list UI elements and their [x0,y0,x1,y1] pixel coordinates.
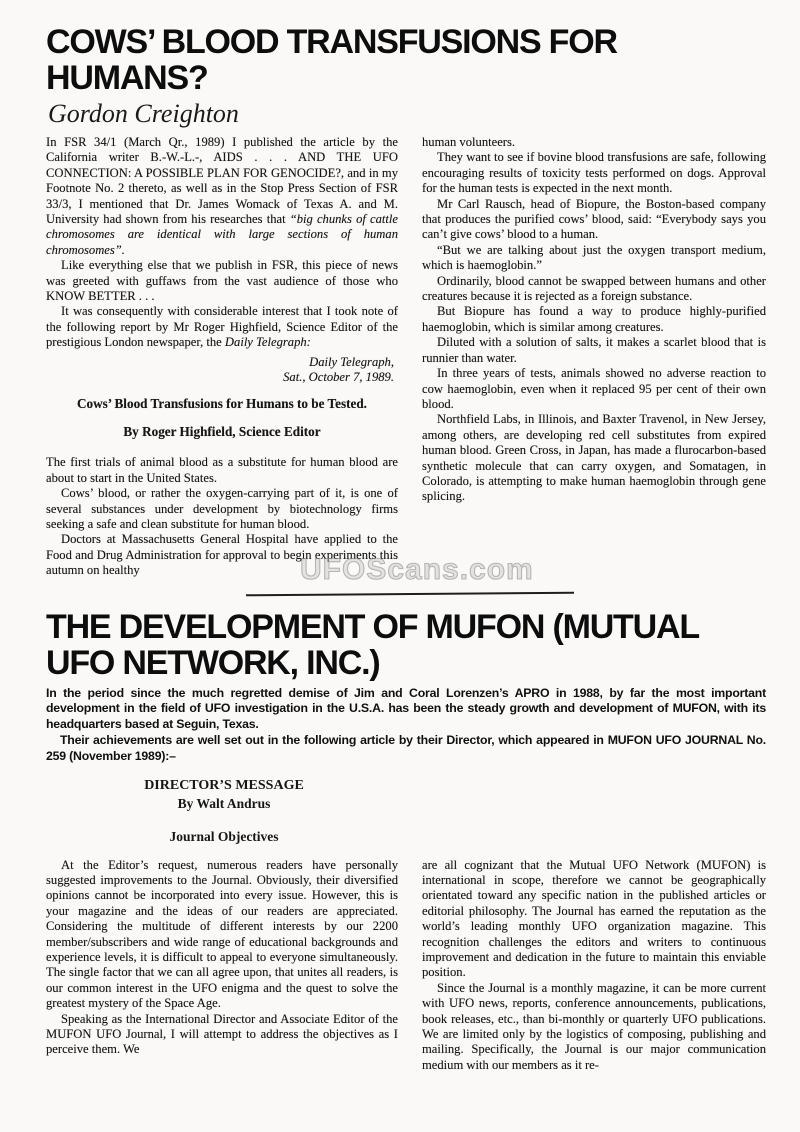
article-author: Gordon Creighton [48,99,239,128]
section-heading: Journal Objectives [169,828,279,844]
dateline-date: Sat., October 7, 1989. [283,370,394,385]
paragraph: Mr Carl Rausch, head of Biopure, the Boston-based company that produces the purified cows’ blood, said: “Everybody says you can’t give cows’ blood to a human. [422,196,766,242]
intro-paragraph: Their achievements are well set out in the following article by their Director, which appeared in MUFON UFO JOURNAL No. 259 (November 1989):– [46,732,766,763]
paragraph: human volunteers. [422,135,516,149]
paragraph: Like everything else that we publish in FSR, this piece of news was greeted with guffaws from the vast audience of those who KNOW BETTER . . . [46,258,398,304]
article-columns [46,858,766,1074]
directors-message-title: DIRECTOR’S MESSAGE [144,777,304,793]
paragraph: The first trials of animal blood as a substitute for human blood are about to start in the United States. [46,455,398,485]
paragraph-text: In FSR 34/1 (March Qr., 1989) I published the article by the California writer B.-W.-L.-, AIDS . . . AND THE UFO CONNECTION: A POSSIBLE PLAN FOR GENOCIDE?, and in my Footnote No. 2 thereto, as well as in the Stop Press Section of FSR 33/3, I mentioned that Dr. James Womack of Texas A. and M. University had shown from his researches that [46,135,398,227]
paragraph: Ordinarily, blood cannot be swapped between humans and other creatures because it is rejected as a foreign substance. [422,273,766,304]
paragraph: Diluted with a solution of salts, it makes a scarlet blood that is runnier than water. [422,335,766,365]
reprint-byline: By Roger Highfield, Science Editor [123,423,321,439]
directors-message-byline: By Walt Andrus [177,795,271,811]
article-title-line2: HUMANS? [46,59,208,97]
paragraph: They want to see if bovine blood transfusions are safe, following encouraging results of toxicity tests performed on dogs. Approval for the human tests is expected in the next month. [422,150,766,196]
editorial-intro [46,686,766,765]
paragraph [46,304,398,350]
dateline [46,355,394,386]
intro-paragraph: In the period since the much regretted demise of Jim and Coral Lorenzen’s APRO in 1988, by far the most important development in the field of UFO investigation in the U.S.A. has been the steady growth and development of MUFON, with its headquarters based at Seguin, Texas. [46,685,766,732]
paragraph: Speaking as the International Director and Associate Editor of the MUFON UFO Journal, I will attempt to address the objectives as I perceive them. We [46,1011,398,1057]
paragraph-italic-title: Daily Telegraph: [224,335,311,350]
directors-message-heading-block [46,777,402,845]
paragraph: But Biopure has found a way to produce highly-purified haemoglobin, which is similar among creatures. [422,304,766,334]
reprint-subhead: Cows’ Blood Transfusions for Humans to be Tested. [77,395,367,411]
paragraph [46,135,398,258]
paragraph: At the Editor’s request, numerous readers have personally suggested improvements to the Journal. Obviously, their diversified opinions cannot be incorporated into every issue. However, this is your magazine and the ideas of our readers are appreciated. Considering the multitude of different interests by our 2200 member/subscribers and wide range of educational backgrounds and experience levels, it is difficult to appeal to everyone simultaneously. The single factor that we can all agree upon, that unites all readers, is our common interest in the UFO enigma and the quest to solve the greatest mystery of the Space Age. [46,857,398,1011]
article-title [46,609,766,681]
paragraph-text: It was consequently with considerable interest that I took note of the following report by Mr Roger Highfield, Science Editor of the prestigious London newspaper, the [46,304,398,350]
paragraph: “But we are talking about just the oxygen transport medium, which is haemoglobin.” [422,242,766,273]
dateline-source: Daily Telegraph, [309,354,394,369]
article-title-line1: COWS’ BLOOD TRANSFUSIONS FOR [46,23,617,61]
article-columns [46,135,766,579]
paragraph: Cows’ blood, or rather the oxygen-carrying part of it, is one of several substances under development by biotechnology firms seeking a safe and clean substitute for human blood. [46,486,398,531]
article-cows-blood [46,24,766,579]
article-mufon [46,609,766,1074]
column-left [46,858,398,1074]
paragraph: Since the Journal is a monthly magazine, it can be more current with UFO news, reports, conference announcements, publications, book releases, etc., than bi-monthly or quarterly UFO publications. We are limited only by the logistics of composing, publishing and mailing. Specifically, the Journal is our major communication medium with our members as it re- [422,980,766,1072]
paragraph-italic-quote: “big chunks of cattle chromosomes are identical with large sections of human chromosomes”. [46,212,398,257]
article-title-line2: UFO NETWORK, INC.) [46,643,380,682]
column-right [422,135,766,579]
column-right [422,858,766,1074]
watermark-text: UFOScans.com [300,553,534,586]
paragraph: In three years of tests, animals showed no adverse reaction to cow haemoglobin, even when it replaced 95 per cent of their own blood. [422,366,766,411]
article-divider-rule [246,591,574,596]
paragraph: Doctors at Massachusetts General Hospital have applied to the Food and Drug Administration for approval to begin experiments this autumn on healthy [46,532,398,578]
column-left [46,135,398,579]
paragraph: Northfield Labs, in Illinois, and Baxter Travenol, in New Jersey, among others, are developing red cell substitutes from expired human blood. Green Cross, in Japan, has made a flurocarbon-based synthetic molecule that can carry oxygen, and Somatagen, in Colorado, is attempting to make human haemoglobin through gene splicing. [422,412,766,504]
article-title-line1: THE DEVELOPMENT OF MUFON (MUTUAL [46,607,699,646]
article-title [46,24,766,96]
paragraph: are all cognizant that the Mutual UFO Network (MUFON) is international in scope, therefore we cannot be geographically orientated toward any specific nation in the published articles or editorial philosophy. The Journal has earned the reputation as the world’s leading monthly UFO organization magazine. This recognition challenges the editors and writers to continuous improvement and dedication in the future to maintain this enviable position. [422,857,766,980]
